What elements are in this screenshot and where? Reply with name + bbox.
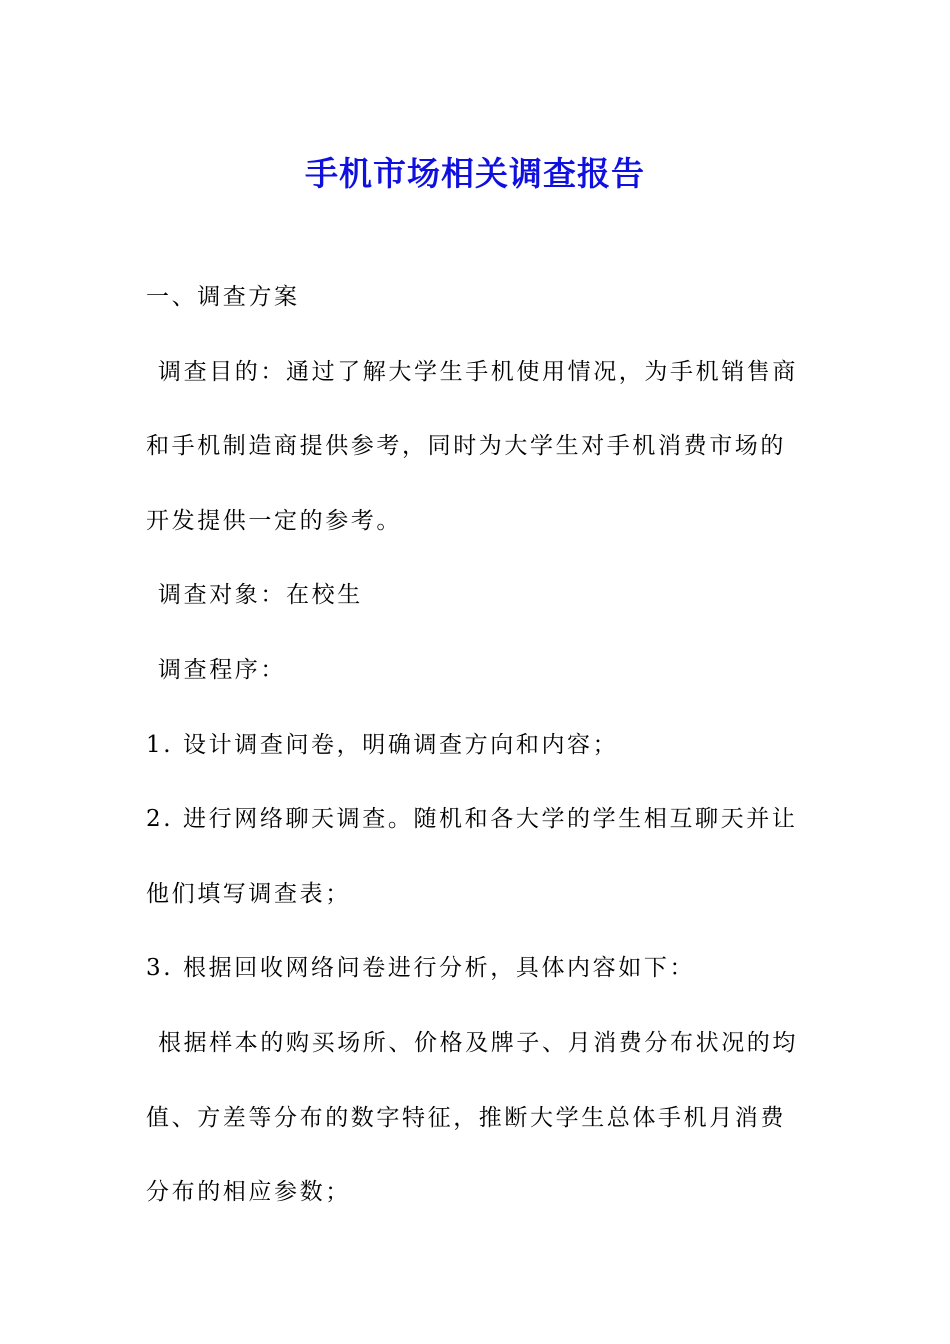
paragraph-survey-target: 调查对象：在校生	[158, 582, 363, 609]
document-body	[146, 260, 811, 1230]
section-heading: 一、调查方案	[146, 284, 300, 310]
paragraph-survey-procedure: 调查程序：	[158, 656, 286, 683]
list-item-step-3: 3. 根据回收网络问卷进行分析，具体内容如下：	[146, 955, 696, 982]
list-item-step-1: 1. 设计调查问卷，明确调查方向和内容；	[146, 731, 619, 758]
page-title: 手机市场相关调查报告	[305, 154, 645, 194]
list-item-step-2: 2. 进行网络聊天调查。随机和各大学的学生相互聊天并让他们填写调查表；	[146, 806, 798, 907]
paragraph-survey-purpose: 调查目的：通过了解大学生手机使用情况，为手机销售商和手机制造商提供参考，同时为大学生对手机消费市场的开发提供一定的参考。	[146, 358, 798, 534]
paragraph-analysis: 根据样本的购买场所、价格及牌子、月消费分布状况的均值、方差等分布的数字特征，推断大学生总体手机月消费分布的相应参数；	[146, 1029, 798, 1206]
